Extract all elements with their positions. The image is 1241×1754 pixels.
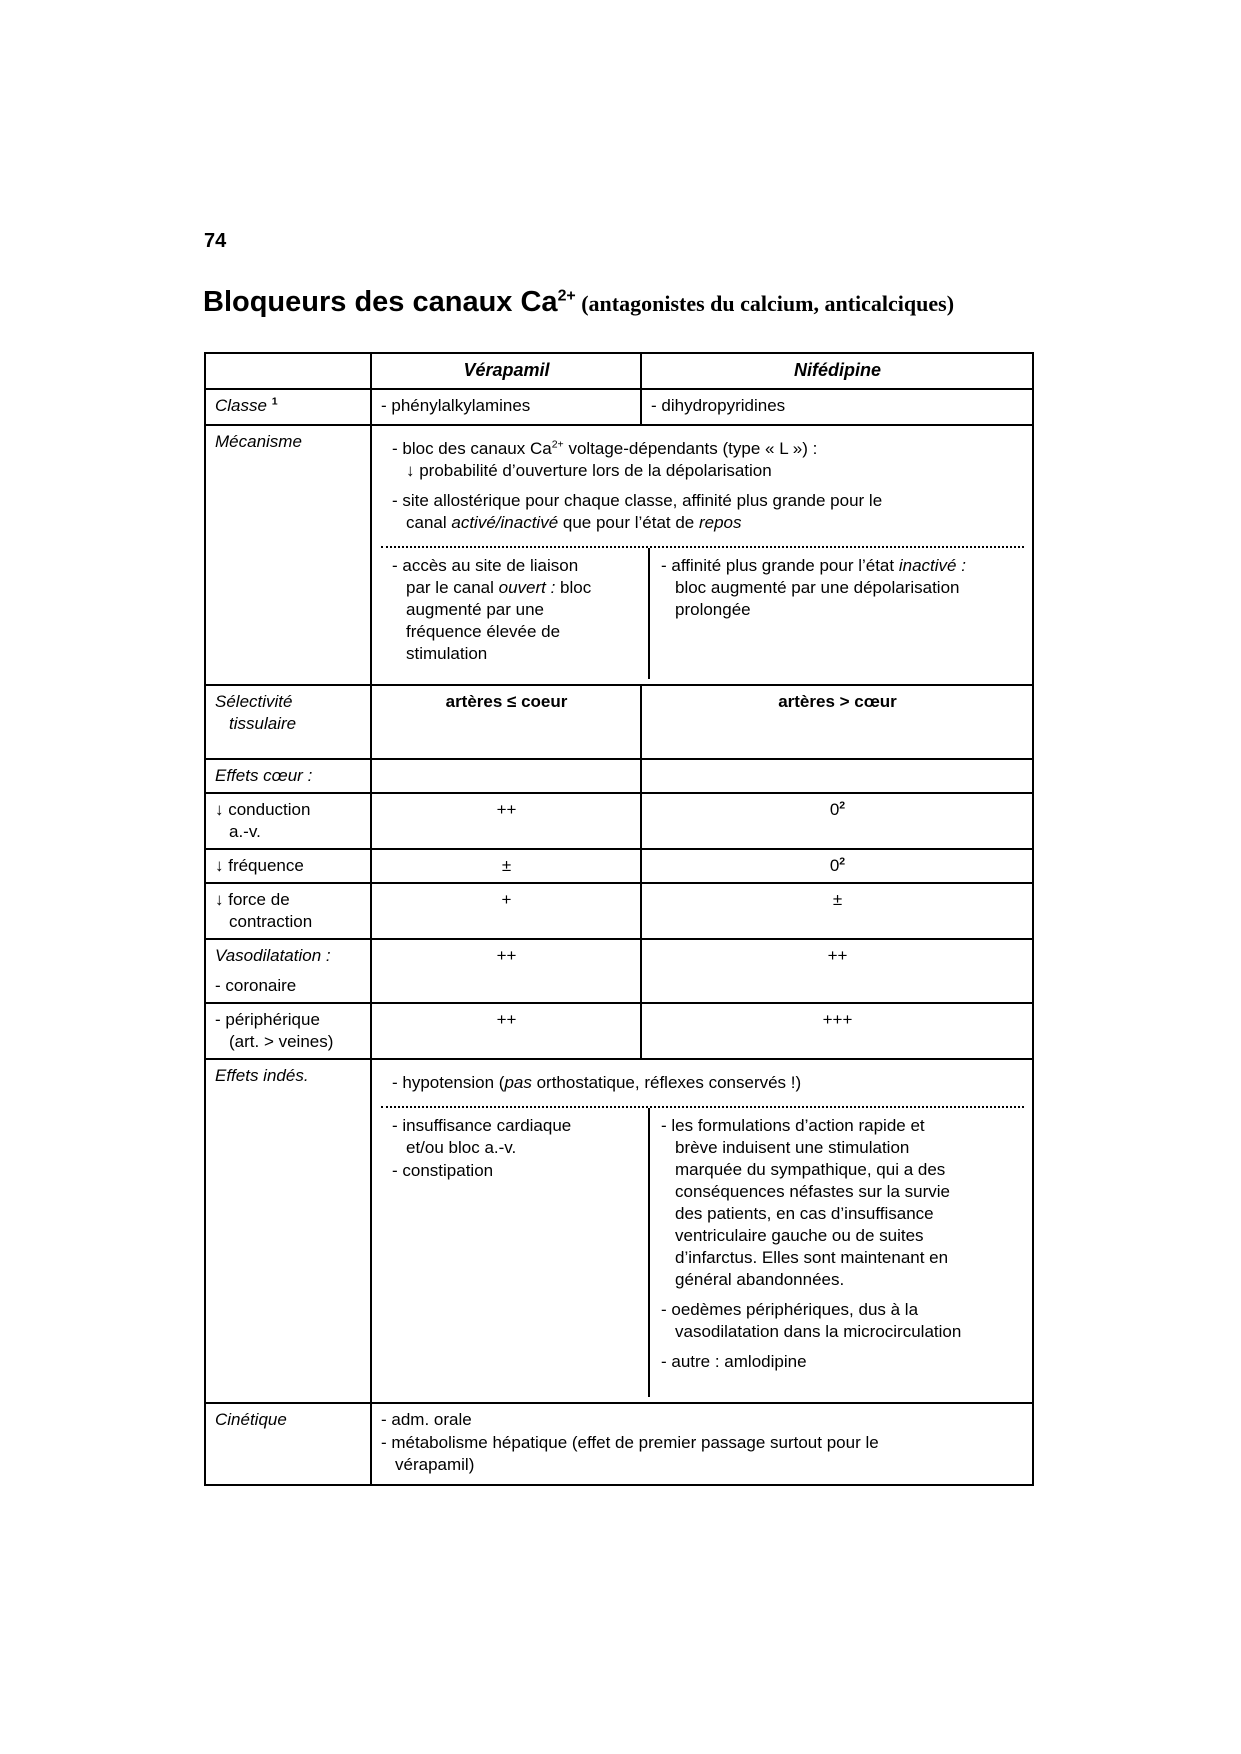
label-peripherique: - périphérique (art. > veines) [205, 1003, 371, 1059]
page-title [203, 286, 954, 319]
classe-verapamil: - phénylalkylamines [371, 389, 641, 425]
title-main: Bloqueurs des canaux Ca [203, 286, 558, 318]
selectivite-nifedipine: artères > cœur [641, 685, 1033, 759]
force-nifedipine: ± [641, 883, 1033, 939]
mecanisme-split [381, 546, 1024, 679]
selectivite-verapamil: artères ≤ coeur [371, 685, 641, 759]
effets-coeur-verapamil [371, 759, 641, 793]
label-mecanisme: Mécanisme [205, 425, 371, 685]
effets-indesirables-verapamil: - insuffisance cardiaque et/ou bloc a.-v. - constipation [381, 1108, 650, 1397]
comparison-table [204, 352, 1034, 1486]
label-cinetique: Cinétique [205, 1403, 371, 1485]
label-effets-coeur: Effets cœur : [205, 759, 371, 793]
label-selectivite: Sélectivité tissulaire [205, 685, 371, 759]
mecanisme-nifedipine: - affinité plus grande pour l’état inactivé : bloc augmenté par une dépolarisation prolongée [661, 556, 966, 619]
row-conduction [205, 793, 1033, 849]
row-selectivite [205, 685, 1033, 759]
conduction-nifedipine: $0^2$ [641, 793, 1033, 849]
row-mecanisme [205, 425, 1033, 685]
frequence-nifedipine: $0^2$ [641, 849, 1033, 883]
effets-indesirables-split [381, 1106, 1024, 1397]
row-vasodilatation-coronaire [205, 939, 1033, 1003]
classe-nifedipine: - dihydropyridines [641, 389, 1033, 425]
peripherique-verapamil: ++ [371, 1003, 641, 1059]
coronaire-verapamil: ++ [371, 939, 641, 1003]
peripherique-nifedipine: +++ [641, 1003, 1033, 1059]
title-superscript: 2+ [557, 287, 576, 305]
coronaire-nifedipine: ++ [641, 939, 1033, 1003]
page-number: 74 [204, 230, 227, 252]
title-parenthetical: (antagonistes du calcium, anticalciques) [575, 291, 955, 316]
row-effets-indesirables [205, 1059, 1033, 1403]
label-frequence: ↓ fréquence [205, 849, 371, 883]
row-peripherique [205, 1003, 1033, 1059]
label-classe: Classe $^1$ [205, 389, 371, 425]
row-cinetique [205, 1403, 1033, 1485]
mecanisme-verapamil: - accès au site de liaison par le canal ouvert : bloc augmenté par une fréquence élevée de stimulation [381, 548, 650, 679]
table-header-row [205, 353, 1033, 389]
row-force [205, 883, 1033, 939]
label-force: ↓ force de contraction [205, 883, 371, 939]
mecanisme-content [371, 425, 1033, 685]
row-classe [205, 389, 1033, 425]
header-empty-cell [205, 353, 371, 389]
effets-indesirables-shared: - hypotension (pas orthostatique, réflexes conservés !) [392, 1073, 802, 1092]
effets-indesirables-content [371, 1059, 1033, 1403]
conduction-verapamil: ++ [371, 793, 641, 849]
label-effets-indesirables: Effets indés. [205, 1059, 371, 1403]
force-verapamil: + [371, 883, 641, 939]
label-conduction: ↓ conduction a.-v. [205, 793, 371, 849]
header-verapamil: Vérapamil [371, 353, 641, 389]
row-frequence [205, 849, 1033, 883]
mecanisme-shared-text: - bloc des canaux $Ca^{2+}$ voltage-dépendants (type « L ») : ↓ probabilité d’ouverture lors de la dépolarisation - site allostérique pour chaque classe, affinité plus grande pour le canal activé/inactivé que pour l’état de repos [392, 438, 883, 532]
effets-coeur-nifedipine [641, 759, 1033, 793]
row-effets-coeur [205, 759, 1033, 793]
cinetique-content: - adm. orale - métabolisme hépatique (effet de premier passage surtout pour le vérapamil) [371, 1403, 1033, 1485]
label-vasodilatation: Vasodilatation : - coronaire [205, 939, 371, 1003]
frequence-verapamil: ± [371, 849, 641, 883]
header-nifedipine: Nifédipine [641, 353, 1033, 389]
effets-indesirables-nifedipine: - les formulations d’action rapide et brève induisent une stimulation marquée du sympathique, qui a des conséquences néfastes sur la survie des patients, en cas d’insuffisance ventriculaire gauche ou de suites d’infarctus. Elles sont maintenant en général abandonnées. - oedèmes périphériques, dus à la vasodilatation dans la microcirculation - autre : amlodipine [661, 1116, 962, 1371]
